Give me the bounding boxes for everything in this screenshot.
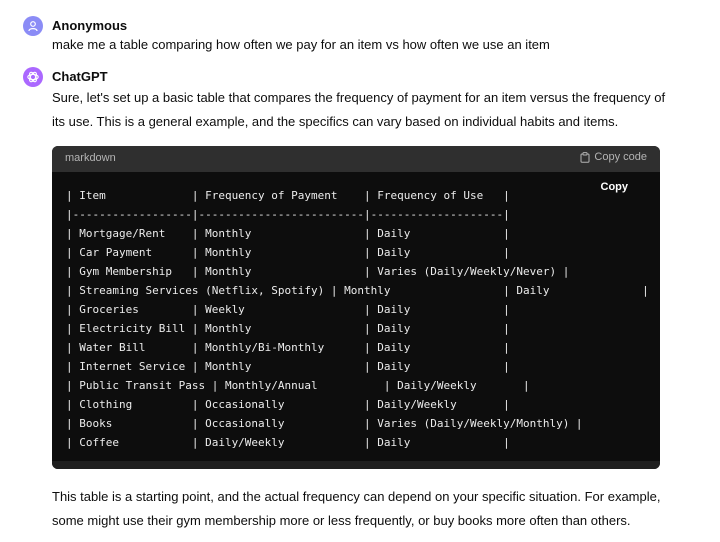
code-line: | Car Payment | Monthly | Daily | [66,246,510,259]
code-line: | Books | Occasionally | Varies (Daily/Weekly/Monthly) | [66,417,583,430]
code-line: | Item | Frequency of Payment | Frequency of Use | [66,189,510,202]
code-line: | Electricity Bill | Monthly | Daily | [66,322,510,335]
code-line: | Water Bill | Monthly/Bi-Monthly | Daily | [66,341,510,354]
user-icon [27,20,39,32]
openai-logo-icon [26,70,40,84]
code-line: | Streaming Services (Netflix, Spotify) | Monthly | Daily | [66,284,649,297]
code-block [52,146,660,469]
code-line: | Coffee | Daily/Weekly | Daily | [66,436,510,449]
horizontal-scrollbar[interactable] [52,461,660,469]
copy-code-button[interactable] [580,151,647,163]
code-line: | Gym Membership | Monthly | Varies (Daily/Weekly/Never) | [66,265,570,278]
code-line: | Internet Service | Monthly | Daily | [66,360,510,373]
code-language-label: markdown [65,152,116,164]
user-message: make me a table comparing how often we pay for an item vs how often we use an item [52,37,550,52]
code-line: | Groceries | Weekly | Daily | [66,303,510,316]
code-line: | Mortgage/Rent | Monthly | Daily | [66,227,510,240]
assistant-avatar [23,67,43,87]
user-name: Anonymous [52,18,128,33]
assistant-name: ChatGPT [52,69,108,84]
assistant-intro: Sure, let's set up a basic table that compares the frequency of payment for an item versus the frequency of its use. This is a general example, and the specifics can vary based on individual habits and items. [52,90,666,129]
copy-tooltip: Copy [600,181,628,193]
code-content [66,186,649,452]
user-avatar [23,16,43,36]
code-line: | Clothing | Occasionally | Daily/Weekly | [66,398,510,411]
copy-code-label: Copy code [594,151,647,163]
code-line: |------------------|-------------------------|--------------------| [66,208,510,221]
clipboard-icon [580,152,590,163]
assistant-outro: This table is a starting point, and the actual frequency can depend on your specific situation. For example, some might use their gym membership more or less frequently, or buy books more often than others. [52,489,661,528]
code-block-header [52,146,660,172]
code-line: | Public Transit Pass | Monthly/Annual | Daily/Weekly | [66,379,530,392]
